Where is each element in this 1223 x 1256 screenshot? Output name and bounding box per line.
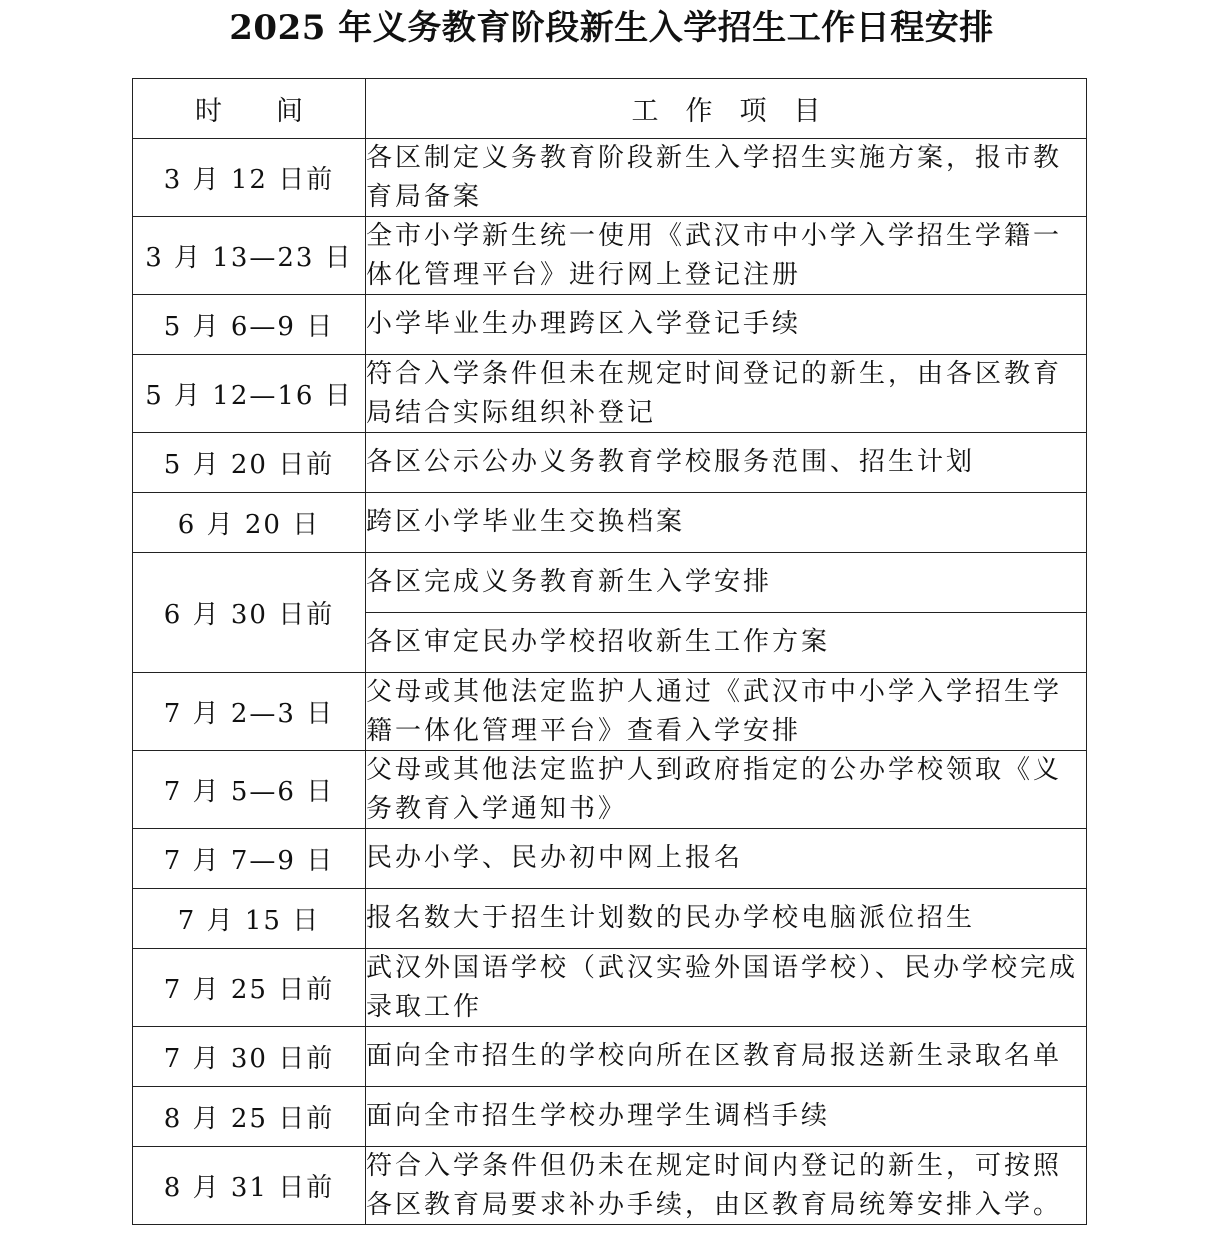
row-item: 父母或其他法定监护人到政府指定的公办学校领取《义务教育入学通知书》 bbox=[366, 751, 1087, 829]
row-item: 各区公示公办义务教育学校服务范围、招生计划 bbox=[366, 433, 1087, 493]
row-time: 6 月 20 日 bbox=[133, 493, 366, 553]
page-title: 2025 年义务教育阶段新生入学招生工作日程安排 bbox=[229, 8, 994, 48]
table-row bbox=[133, 295, 1087, 355]
row-item: 报名数大于招生计划数的民办学校电脑派位招生 bbox=[366, 889, 1087, 949]
row-time: 3 月 12 日前 bbox=[133, 139, 366, 217]
table-row bbox=[133, 751, 1087, 829]
row-item: 跨区小学毕业生交换档案 bbox=[366, 493, 1087, 553]
row-item: 民办小学、民办初中网上报名 bbox=[366, 829, 1087, 889]
row-time: 8 月 31 日前 bbox=[133, 1147, 366, 1225]
row-item: 父母或其他法定监护人通过《武汉市中小学入学招生学籍一体化管理平台》查看入学安排 bbox=[366, 673, 1087, 751]
row-item: 各区制定义务教育阶段新生入学招生实施方案，报市教育局备案 bbox=[366, 139, 1087, 217]
row-item: 小学毕业生办理跨区入学登记手续 bbox=[366, 295, 1087, 355]
column-header-time: 时 间 bbox=[133, 79, 366, 139]
row-item: 各区审定民办学校招收新生工作方案 bbox=[366, 613, 1087, 673]
table-row bbox=[133, 1027, 1087, 1087]
row-time: 8 月 25 日前 bbox=[133, 1087, 366, 1147]
table-row bbox=[133, 949, 1087, 1027]
row-item: 符合入学条件但仍未在规定时间内登记的新生，可按照各区教育局要求补办手续，由区教育局统筹安排入学。 bbox=[366, 1147, 1087, 1225]
table-row bbox=[133, 1147, 1087, 1225]
table-row bbox=[133, 1087, 1087, 1147]
table-row bbox=[133, 355, 1087, 433]
table-row bbox=[133, 889, 1087, 949]
column-header-item: 工 作 项 目 bbox=[366, 79, 1087, 139]
row-time: 5 月 20 日前 bbox=[133, 433, 366, 493]
row-time: 7 月 7—9 日 bbox=[133, 829, 366, 889]
table-row bbox=[133, 829, 1087, 889]
row-item: 全市小学新生统一使用《武汉市中小学入学招生学籍一体化管理平台》进行网上登记注册 bbox=[366, 217, 1087, 295]
table-row bbox=[133, 433, 1087, 493]
row-time: 5 月 6—9 日 bbox=[133, 295, 366, 355]
table-row bbox=[133, 673, 1087, 751]
row-item: 符合入学条件但未在规定时间登记的新生，由各区教育局结合实际组织补登记 bbox=[366, 355, 1087, 433]
row-time: 6 月 30 日前 bbox=[133, 553, 366, 673]
row-item: 武汉外国语学校（武汉实验外国语学校）、民办学校完成录取工作 bbox=[366, 949, 1087, 1027]
table-row bbox=[133, 553, 1087, 613]
table-header-row bbox=[133, 79, 1087, 139]
row-time: 7 月 15 日 bbox=[133, 889, 366, 949]
row-time: 7 月 30 日前 bbox=[133, 1027, 366, 1087]
table-row bbox=[133, 139, 1087, 217]
row-time: 7 月 2—3 日 bbox=[133, 673, 366, 751]
table-row bbox=[133, 217, 1087, 295]
row-item: 各区完成义务教育新生入学安排 bbox=[366, 553, 1087, 613]
row-item: 面向全市招生学校办理学生调档手续 bbox=[366, 1087, 1087, 1147]
row-item: 面向全市招生的学校向所在区教育局报送新生录取名单 bbox=[366, 1027, 1087, 1087]
row-time: 3 月 13—23 日 bbox=[133, 217, 366, 295]
row-time: 7 月 25 日前 bbox=[133, 949, 366, 1027]
row-time: 5 月 12—16 日 bbox=[133, 355, 366, 433]
schedule-table bbox=[132, 78, 1087, 1225]
row-time: 7 月 5—6 日 bbox=[133, 751, 366, 829]
table-row bbox=[133, 493, 1087, 553]
